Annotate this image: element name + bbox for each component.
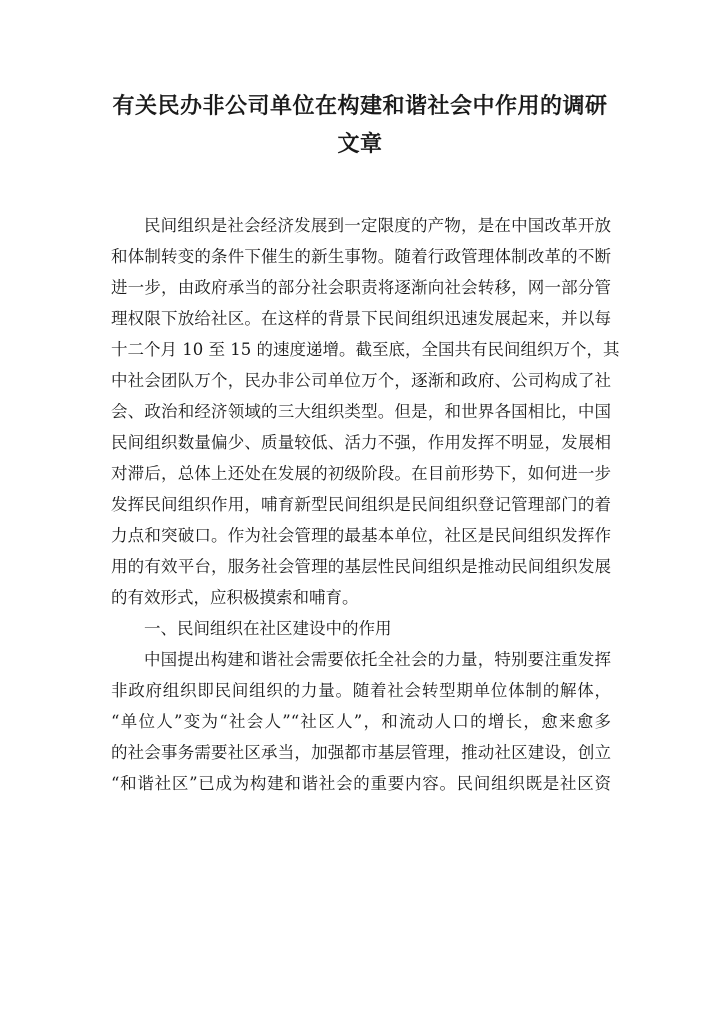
paragraph-line: 民间组织是社会经济发展到一定限度的产物，是在中国改革开放 bbox=[144, 216, 611, 235]
paragraph-line: 和体制转变的条件下催生的新生事物。随着行政管理体制改革的不断 bbox=[111, 247, 611, 266]
paragraph-line: 十二个月 10 至 15 的速度递增。截至底，全国共有民间组织万个，其 bbox=[111, 340, 620, 359]
paragraph-line: 中社会团队万个，民办非公司单位万个，逐渐和政府、公司构成了社 bbox=[111, 371, 611, 390]
paragraph-line: 力点和突破口。作为社会管理的最基本单位，社区是民间组织发挥作 bbox=[111, 526, 611, 545]
paragraph-line: “单位人”变为“社会人”“社区人”，和流动人口的增长，愈来愈多 bbox=[111, 712, 611, 731]
paragraph-line: 民间组织数量偏少、质量较低、活力不强，作用发挥不明显，发展相 bbox=[111, 433, 611, 452]
paragraph-line: 对滞后，总体上还处在发展的初级阶段。在目前形势下，如何进一步 bbox=[111, 464, 611, 483]
paragraph-line: 的社会事务需要社区承当，加强都市基层管理，推动社区建设，创立 bbox=[111, 743, 611, 762]
paragraph-line: 理权限下放给社区。在这样的背景下民间组织迅速发展起来，并以每 bbox=[111, 309, 611, 328]
paragraph-line: 非政府组织即民间组织的力量。随着社会转型期单位体制的解体， bbox=[111, 681, 611, 700]
paragraph-line: 发挥民间组织作用，哺育新型民间组织是民间组织登记管理部门的着 bbox=[111, 495, 611, 514]
document-title-line-1: 有关民办非公司单位在构建和谐社会中作用的调研 bbox=[112, 93, 608, 119]
paragraph-line: 中国提出构建和谐社会需要依托全社会的力量，特别要注重发挥 bbox=[144, 650, 611, 669]
paragraph-line: 用的有效平台，服务社会管理的基层性民间组织是推动民间组织发展 bbox=[111, 557, 611, 576]
paragraph-line: 的有效形式，应积极摸索和哺育。 bbox=[111, 588, 359, 607]
document-title-line-2: 文章 bbox=[337, 131, 383, 157]
paragraph-line: 会、政治和经济领域的三大组织类型。但是，和世界各国相比，中国 bbox=[111, 402, 611, 421]
paragraph-line: “和谐社区”已成为构建和谐社会的重要内容。民间组织既是社区资 bbox=[111, 774, 611, 793]
section-heading: 一、民间组织在社区建设中的作用 bbox=[144, 619, 392, 638]
paragraph-line: 进一步，由政府承当的部分社会职责将逐渐向社会转移，网一部分管 bbox=[111, 278, 611, 297]
